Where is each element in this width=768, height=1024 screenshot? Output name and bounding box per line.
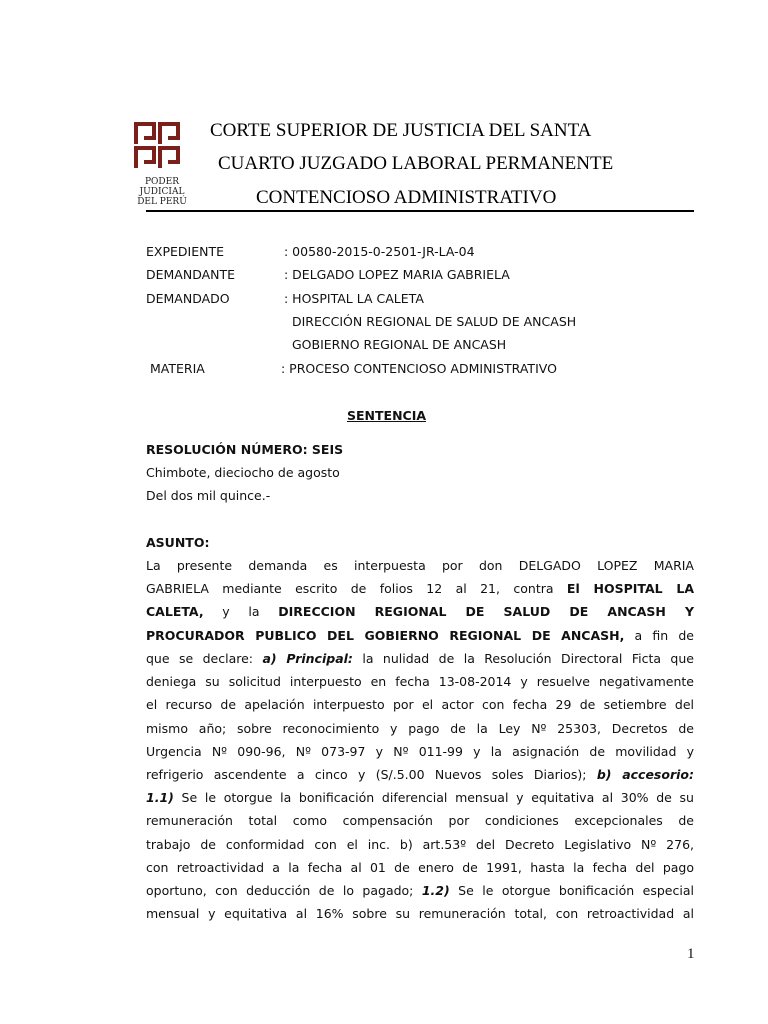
body-line-6 [146,674,694,689]
body-line-3 [146,604,694,619]
body-text-11b: Se le otorgue la bonificación diferencial mensual y equitativa al 30% de su [173,790,694,805]
court-area-title: CONTENCIOSO ADMINISTRATIVO [256,187,557,208]
body-text-2b: El HOSPITAL LA [566,581,695,596]
body-line-1 [146,558,694,573]
materia-label: MATERIA [150,361,205,376]
body-text-7: el recurso de apelación interpuesto por el actor con fecha 29 de setiembre del [146,697,694,712]
body-line-8 [146,721,694,736]
demandado-value-2: DIRECCIÓN REGIONAL DE SALUD DE ANCASH [292,314,577,329]
body-line-10 [146,767,694,782]
body-text-4a: PROCURADOR PUBLICO DEL GOBIERNO REGIONAL DE ANCASH, [146,628,625,643]
logo-caption-line2: DEL PERÚ [137,197,187,207]
body-text-15a: oportuno, con deducción de lo pagado; [146,883,422,898]
body-line-4 [146,628,694,643]
body-text-14: con retroactividad a la fecha al 01 de enero de 1991, hasta la fecha del pago [146,860,694,875]
sentencia-title: SENTENCIA [347,408,427,423]
body-text-5c: la nulidad de la Resolución Directoral Ficta que [352,651,694,666]
body-text-3a: CALETA, [146,604,204,619]
body-text-3b: y la [203,604,279,619]
body-line-7 [146,697,694,712]
demandado-label: DEMANDADO [146,291,230,306]
demandado-value-1: : HOSPITAL LA CALETA [284,291,424,306]
poder-judicial-logo [132,122,204,207]
demandante-value: : DELGADO LOPEZ MARIA GABRIELA [284,267,510,282]
demandado-value-3: GOBIERNO REGIONAL DE ANCASH [292,337,507,352]
date-line-1: Chimbote, dieciocho de agosto [146,465,340,480]
body-text-3c: DIRECCION REGIONAL DE SALUD DE ANCASH Y [278,604,694,619]
date-line-2: Del dos mil quince.- [146,488,271,503]
body-text-11a: 1.1) [146,790,174,805]
body-line-5 [146,651,694,666]
body-text-12: remuneración total como compensación por condiciones excepcionales de [146,813,694,828]
logo-caption-line1: PODER JUDICIAL [139,177,185,197]
asunto-heading: ASUNTO: [146,535,210,550]
body-text-15b: 1.2) [421,883,450,898]
body-text-9: Urgencia Nº 090-96, Nº 073-97 y Nº 011-99 y la asignación de movilidad y [146,744,694,759]
body-line-9 [146,744,694,759]
court-subtitle: CUARTO JUZGADO LABORAL PERMANENTE [218,153,614,174]
page-number: 1 [687,946,695,962]
body-line-16 [146,906,694,921]
body-line-14 [146,860,694,875]
court-title: CORTE SUPERIOR DE JUSTICIA DEL SANTA [210,120,592,141]
body-text-4b: a fin de [624,628,694,643]
body-text-16: mensual y equitativa al 16% sobre su remuneración total, con retroactividad al [146,906,694,921]
body-text-1: La presente demanda es interpuesta por don DELGADO LOPEZ MARIA [146,558,694,573]
expediente-label: EXPEDIENTE [146,244,224,259]
body-text-10a: refrigerio ascendente a cinco y (S/.5.00 Nuevos soles Diarios); [146,767,597,782]
body-text-10b: b) accesorio: [596,767,694,782]
materia-value: : PROCESO CONTENCIOSO ADMINISTRATIVO [281,361,557,376]
resolucion-heading: RESOLUCIÓN NÚMERO: SEIS [146,442,344,457]
body-text-6: deniega su solicitud interpuesto en fecha 13-08-2014 y resuelve negativamente [146,674,694,689]
body-line-11 [146,790,694,805]
body-line-15 [146,883,694,898]
body-text-8: mismo año; sobre reconocimiento y pago de la Ley Nº 25303, Decretos de [146,721,694,736]
demandante-label: DEMANDANTE [146,267,236,282]
body-text-5a: que se declare: [146,651,263,666]
logo-caption [126,177,198,207]
body-line-12 [146,813,694,828]
body-line-2 [146,581,694,596]
body-text-13: trabajo de conformidad con el inc. b) art.53º del Decreto Legislativo Nº 276, [146,837,694,852]
poder-judicial-emblem-icon [134,122,182,170]
body-text-15c: Se le otorgue bonificación especial [449,883,694,898]
expediente-value: : 00580-2015-0-2501-JR-LA-04 [284,244,475,259]
body-line-13 [146,837,694,852]
body-text-5b: a) Principal: [262,651,353,666]
body-text-2a: GABRIELA mediante escrito de folios 12 al 21, contra [146,581,567,596]
header-divider [146,210,694,212]
